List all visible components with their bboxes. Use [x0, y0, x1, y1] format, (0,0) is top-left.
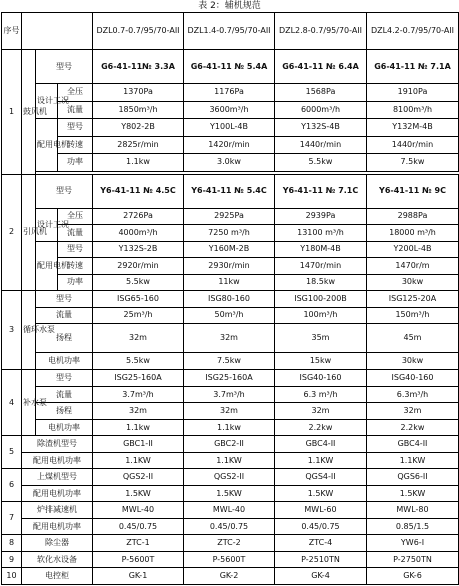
- row-label: 全压: [58, 84, 93, 102]
- cell: 100m³/h: [275, 307, 367, 323]
- header-seq: 序号: [2, 13, 22, 50]
- cell: 2.2kw: [367, 419, 459, 435]
- auxiliary-spec-table: [1, 12, 459, 585]
- row-label: 型号: [36, 291, 93, 307]
- table-row: [2, 101, 459, 119]
- row-label: 电控柜: [22, 568, 93, 585]
- section-name: 循环水泵: [22, 291, 36, 370]
- cell: 1176Pa: [184, 84, 275, 102]
- header-model-3: DZL2.8-0.7/95/70-AII: [275, 13, 367, 50]
- cell: Y802-2B: [93, 119, 184, 137]
- cell: 32m: [184, 403, 275, 419]
- cell: G6-41-11 № 5.4A: [184, 50, 275, 84]
- table-row: [2, 324, 459, 353]
- cell: 3.0kw: [184, 154, 275, 172]
- cell: P-2510TN: [275, 551, 367, 567]
- cell: 2920r/min: [93, 258, 184, 274]
- row-label: 型号: [36, 50, 93, 84]
- cell: 45m: [367, 324, 459, 353]
- table-row: [2, 50, 459, 84]
- cell: 4000m³/h: [93, 225, 184, 241]
- row-label: 型号: [36, 174, 93, 208]
- row-number: 4: [2, 370, 22, 436]
- cell: Y6-41-11 № 5.4C: [184, 174, 275, 208]
- cell: 7.5kw: [184, 352, 275, 370]
- row-number: 3: [2, 291, 22, 370]
- cell: 30kw: [367, 274, 459, 290]
- cell: MWL-40: [184, 502, 275, 518]
- row-group-label: 配用电机: [36, 241, 58, 290]
- cell: QGS2-II: [184, 469, 275, 485]
- cell: 2726Pa: [93, 208, 184, 224]
- cell: 18000 m³/h: [367, 225, 459, 241]
- header-model-1: DZL0.7-0.7/95/70-AII: [93, 13, 184, 50]
- cell: 1.1KW: [93, 452, 184, 468]
- cell: 32m: [367, 403, 459, 419]
- row-label: 扬程: [36, 403, 93, 419]
- row-label: 配用电机功率: [22, 452, 93, 468]
- cell: QGS6-II: [367, 469, 459, 485]
- row-number: 1: [2, 50, 22, 175]
- row-number: 5: [2, 436, 22, 469]
- row-number: 8: [2, 535, 22, 551]
- cell: 1.5KW: [184, 485, 275, 501]
- cell: 32m: [184, 324, 275, 353]
- row-label: 除渣机型号: [22, 436, 93, 452]
- cell: ISG65-160: [93, 291, 184, 307]
- cell: Y132S-4B: [275, 119, 367, 137]
- cell: 3.7m³/h: [93, 386, 184, 402]
- row-number: 10: [2, 568, 22, 585]
- cell: 6.3 m³/h: [275, 386, 367, 402]
- row-label: 扬程: [36, 324, 93, 353]
- cell: Y6-41-11 № 9C: [367, 174, 459, 208]
- section-name: 引风机: [22, 174, 36, 290]
- table-row: [2, 386, 459, 402]
- cell: QGS4-II: [275, 469, 367, 485]
- table-row: [2, 370, 459, 386]
- cell: GBC4-II: [367, 436, 459, 452]
- cell: 2825r/min: [93, 136, 184, 154]
- table-row: [2, 119, 459, 137]
- cell: Y160M-2B: [184, 241, 275, 257]
- table-row: [2, 241, 459, 257]
- cell: 1.1KW: [184, 452, 275, 468]
- cell: MWL-80: [367, 502, 459, 518]
- row-label: 流量: [58, 101, 93, 119]
- cell: Y100L-4B: [184, 119, 275, 137]
- cell: GBC1-II: [93, 436, 184, 452]
- cell: 3600m³/h: [184, 101, 275, 119]
- row-label: 电机功率: [36, 419, 93, 435]
- table-header-row: [2, 13, 459, 50]
- table-row: [2, 518, 459, 534]
- row-label: 配用电机功率: [22, 485, 93, 501]
- cell: GK-4: [275, 568, 367, 585]
- cell: 5.5kw: [93, 274, 184, 290]
- table-row: [2, 469, 459, 485]
- table-row: [2, 485, 459, 501]
- cell: YW6-I: [367, 535, 459, 551]
- row-label: 型号: [58, 241, 93, 257]
- table-row: [2, 136, 459, 154]
- cell: 1420r/min: [184, 136, 275, 154]
- cell: GK-2: [184, 568, 275, 585]
- cell: 0.45/0.75: [93, 518, 184, 534]
- row-number: 9: [2, 551, 22, 567]
- cell: 1470r/m: [367, 258, 459, 274]
- cell: 3.7m³/h: [184, 386, 275, 402]
- cell: ZTC-2: [184, 535, 275, 551]
- row-label: 炉排减速机: [22, 502, 93, 518]
- table-row: [2, 535, 459, 551]
- cell: ISG25-160A: [93, 370, 184, 386]
- table-row: [2, 452, 459, 468]
- cell: 30kw: [367, 352, 459, 370]
- cell: 2930r/min: [184, 258, 275, 274]
- cell: 1910Pa: [367, 84, 459, 102]
- cell: Y200L-4B: [367, 241, 459, 257]
- cell: GBC2-II: [184, 436, 275, 452]
- header-blank: [22, 13, 93, 50]
- cell: 0.45/0.75: [184, 518, 275, 534]
- cell: 7250 m³/h: [184, 225, 275, 241]
- cell: 18.5kw: [275, 274, 367, 290]
- table-row: [2, 568, 459, 585]
- cell: 2988Pa: [367, 208, 459, 224]
- cell: 32m: [93, 403, 184, 419]
- cell: 1.1kw: [93, 419, 184, 435]
- table-row: [2, 419, 459, 435]
- cell: 1.5KW: [367, 485, 459, 501]
- cell: 13100 m³/h: [275, 225, 367, 241]
- cell: 1440r/min: [275, 136, 367, 154]
- cell: Y6-41-11 № 7.1C: [275, 174, 367, 208]
- cell: G6-41-11 № 7.1A: [367, 50, 459, 84]
- header-model-2: DZL1.4-0.7/95/70-AII: [184, 13, 275, 50]
- cell: 7.5kw: [367, 154, 459, 172]
- cell: 2925Pa: [184, 208, 275, 224]
- cell: 8100m³/h: [367, 101, 459, 119]
- cell: 1.1KW: [275, 452, 367, 468]
- row-group-label: 配用电机: [36, 119, 58, 172]
- cell: 1440r/min: [367, 136, 459, 154]
- cell: MWL-40: [93, 502, 184, 518]
- row-label: 型号: [58, 119, 93, 137]
- cell: 0.45/0.75: [275, 518, 367, 534]
- section-name: 鼓风机: [22, 50, 36, 175]
- cell: P-5600T: [184, 551, 275, 567]
- row-group-label: 设计工况: [36, 84, 58, 119]
- cell: P-2750TN: [367, 551, 459, 567]
- row-label: 全压: [58, 208, 93, 224]
- row-label: 电机功率: [36, 352, 93, 370]
- cell: 15kw: [275, 352, 367, 370]
- row-label: 除尘器: [22, 535, 93, 551]
- cell: 25m³/h: [93, 307, 184, 323]
- row-label: 转速: [58, 258, 93, 274]
- cell: MWL-60: [275, 502, 367, 518]
- row-label: 功率: [58, 274, 93, 290]
- table-row: [2, 436, 459, 452]
- cell: 5.5kw: [93, 352, 184, 370]
- table-row: [2, 174, 459, 208]
- cell: GK-1: [93, 568, 184, 585]
- cell: Y6-41-11 № 4.5C: [93, 174, 184, 208]
- table-row: [2, 274, 459, 290]
- cell: 150m³/h: [367, 307, 459, 323]
- row-label: 型号: [36, 370, 93, 386]
- table-row: [2, 307, 459, 323]
- cell: ISG25-160A: [184, 370, 275, 386]
- table-row: [2, 551, 459, 567]
- cell: 32m: [93, 324, 184, 353]
- cell: ISG100-200B: [275, 291, 367, 307]
- row-label: 配用电机功率: [22, 518, 93, 534]
- row-label: 流量: [36, 386, 93, 402]
- cell: 0.85/1.5: [367, 518, 459, 534]
- cell: Y132M-4B: [367, 119, 459, 137]
- cell: ISG40-160: [275, 370, 367, 386]
- table-row: [2, 225, 459, 241]
- cell: 1.1kw: [184, 419, 275, 435]
- row-number: 2: [2, 174, 22, 290]
- cell: 1.1kw: [93, 154, 184, 172]
- table-row: [2, 502, 459, 518]
- table-row: [2, 258, 459, 274]
- cell: G6-41-11№ 3.3A: [93, 50, 184, 84]
- cell: 1.5KW: [275, 485, 367, 501]
- cell: GK-6: [367, 568, 459, 585]
- cell: 2.2kw: [275, 419, 367, 435]
- cell: 11kw: [184, 274, 275, 290]
- section-name: 补水泵: [22, 370, 36, 436]
- cell: Y180M-4B: [275, 241, 367, 257]
- cell: 35m: [275, 324, 367, 353]
- cell: 50m³/h: [184, 307, 275, 323]
- row-number: 6: [2, 469, 22, 502]
- row-label: 软化水设备: [22, 551, 93, 567]
- cell: 6.3m³/h: [367, 386, 459, 402]
- row-group-label: 设计工况: [36, 208, 58, 241]
- cell: 6000m³/h: [275, 101, 367, 119]
- cell: QGS2-II: [93, 469, 184, 485]
- cell: ISG40-160: [367, 370, 459, 386]
- cell: 1370Pa: [93, 84, 184, 102]
- cell: 32m: [275, 403, 367, 419]
- table-row: [2, 208, 459, 224]
- table-row: [2, 84, 459, 102]
- cell: P-5600T: [93, 551, 184, 567]
- cell: 1470r/min: [275, 258, 367, 274]
- cell: GBC4-II: [275, 436, 367, 452]
- cell: ISG125-20A: [367, 291, 459, 307]
- header-model-4: DZL4.2-0.7/95/70-AII: [367, 13, 459, 50]
- table-row: [2, 403, 459, 419]
- row-label: 流量: [58, 225, 93, 241]
- table-row: [2, 154, 459, 172]
- cell: 5.5kw: [275, 154, 367, 172]
- cell: 1568Pa: [275, 84, 367, 102]
- table-caption: 表 2：辅机规范: [198, 1, 261, 11]
- cell: 2939Pa: [275, 208, 367, 224]
- row-label: 流量: [36, 307, 93, 323]
- cell: ISG80-160: [184, 291, 275, 307]
- cell: ZTC-1: [93, 535, 184, 551]
- table-row: [2, 352, 459, 370]
- cell: Y132S-2B: [93, 241, 184, 257]
- table-row: [2, 291, 459, 307]
- cell: 1.1KW: [367, 452, 459, 468]
- row-label: 转速: [58, 136, 93, 154]
- cell: 1850m³/h: [93, 101, 184, 119]
- row-label: 上煤机型号: [22, 469, 93, 485]
- cell: G6-41-11 № 6.4A: [275, 50, 367, 84]
- row-number: 7: [2, 502, 22, 535]
- cell: 1.5KW: [93, 485, 184, 501]
- cell: ZTC-4: [275, 535, 367, 551]
- row-label: 功率: [58, 154, 93, 172]
